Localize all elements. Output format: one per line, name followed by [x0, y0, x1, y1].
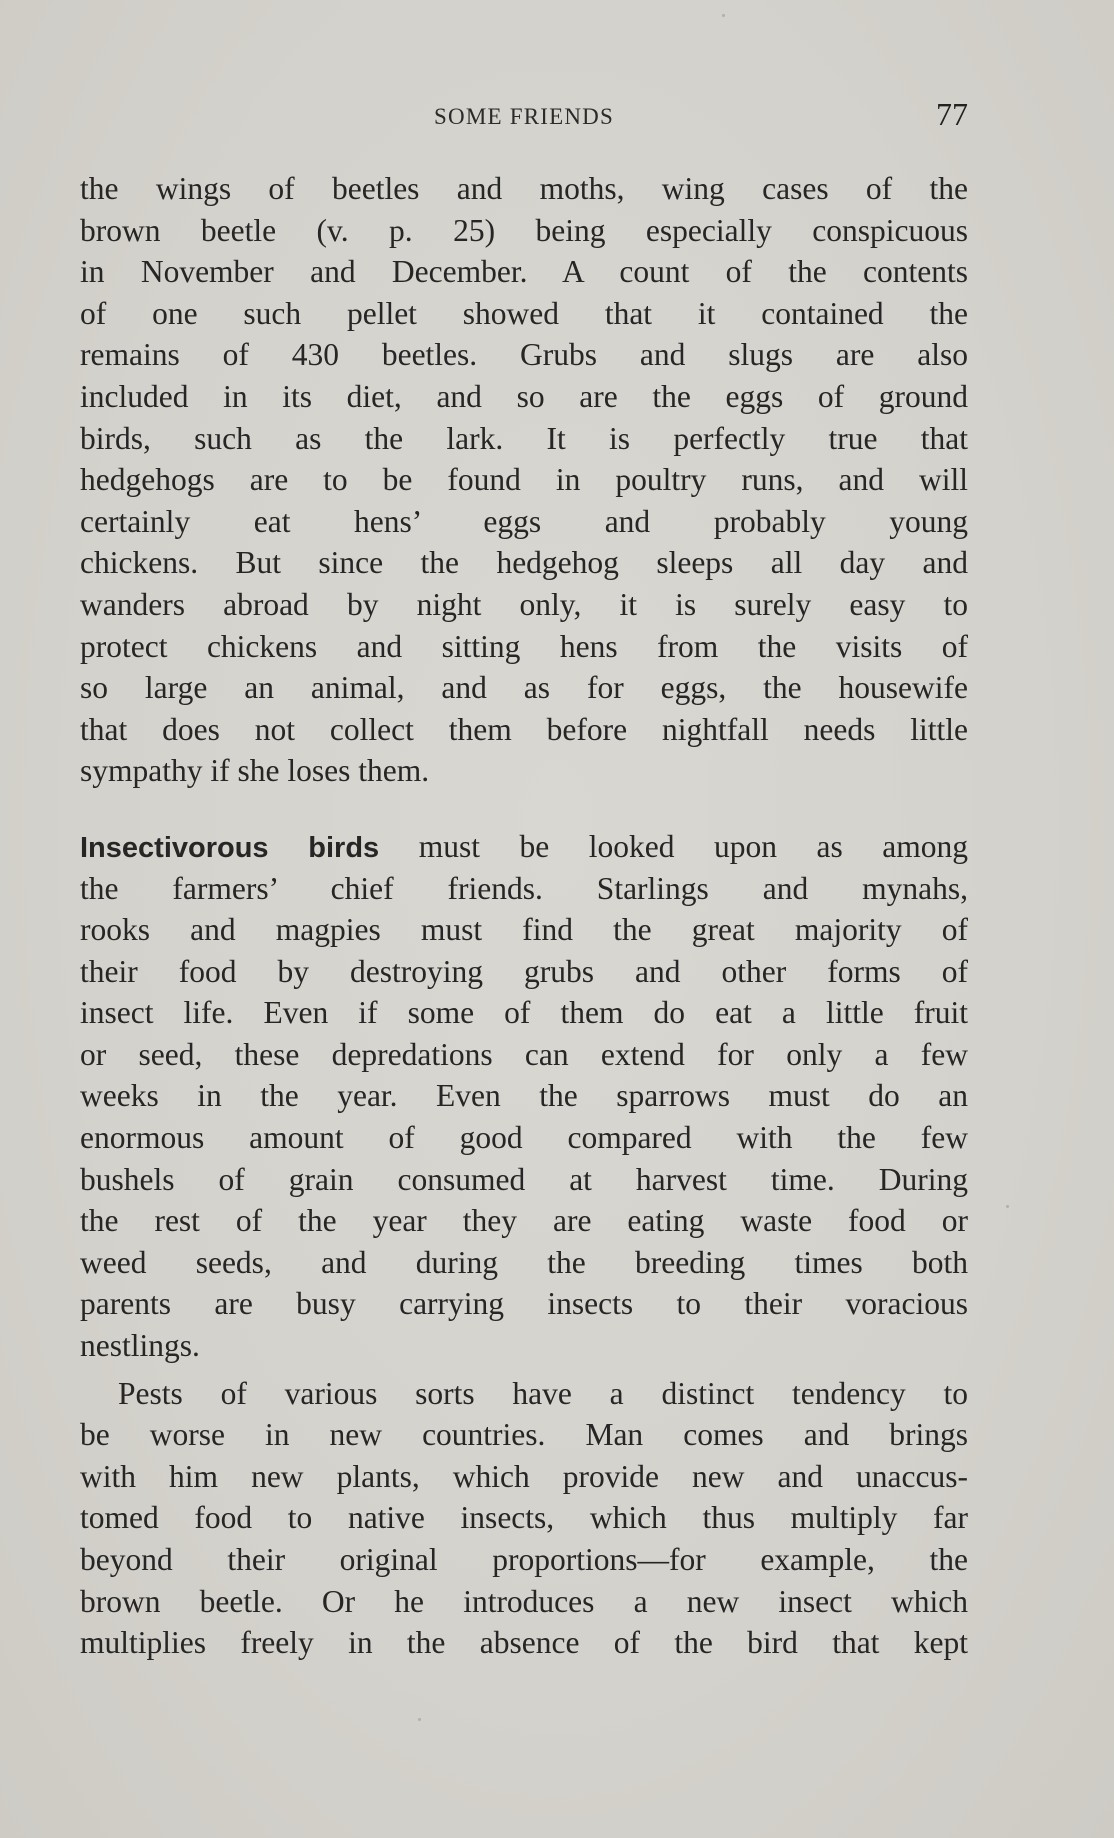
- text-line: beyond their original proportions—for example, the: [80, 1542, 968, 1577]
- text-line: birds, such as the lark. It is perfectly true that: [80, 420, 968, 456]
- text-line: the farmers’ chief friends. Starlings and mynahs,: [80, 870, 968, 906]
- paper-speck: [418, 1718, 421, 1721]
- text-line: be worse in new countries. Man comes and brings: [80, 1417, 968, 1453]
- paragraph-gap: [80, 792, 968, 826]
- text-line: so large an animal, and as for eggs, the housewife: [80, 670, 968, 706]
- text-line: brown beetle. Or he introduces a new insect which: [80, 1583, 968, 1619]
- body-text: [80, 168, 968, 1664]
- running-title: SOME FRIENDS: [434, 104, 614, 129]
- paragraph-3: [80, 1373, 968, 1664]
- text-line: weed seeds, and during the breeding times both: [80, 1244, 968, 1280]
- text-line: or seed, these depredations can extend for only a few: [80, 1036, 968, 1072]
- text-line: that does not collect them before nightfall needs little: [80, 711, 968, 747]
- text-line: nestlings.: [80, 1328, 200, 1364]
- text-line: included in its diet, and so are the eggs of ground: [80, 378, 968, 414]
- text-line: brown beetle (v. p. 25) being especially conspicuous: [80, 212, 968, 248]
- text-line: chickens. But since the hedgehog sleeps all day and: [80, 545, 968, 581]
- paper-speck: [722, 14, 725, 17]
- text-line: certainly eat hens’ eggs and probably young: [80, 503, 968, 539]
- text-line: hedgehogs are to be found in poultry runs, and will: [80, 462, 968, 498]
- running-head: [80, 96, 968, 140]
- text-line: their food by destroying grubs and other forms of: [80, 953, 968, 989]
- bold-lead-term: Insectivorous birds: [80, 831, 380, 864]
- text-line: sympathy if she loses them.: [80, 753, 430, 789]
- text-line: weeks in the year. Even the sparrows must do an: [80, 1078, 968, 1114]
- text-line: wanders abroad by night only, it is surely easy to: [80, 586, 968, 622]
- page-number: 77: [936, 96, 968, 132]
- text-line: with him new plants, which provide new and unaccus-: [80, 1458, 968, 1494]
- text-line: Pests of various sorts have a distinct tendency to: [118, 1375, 968, 1411]
- text-line: insect life. Even if some of them do eat a little fruit: [80, 995, 968, 1031]
- text-line: remains of 430 beetles. Grubs and slugs are also: [80, 337, 968, 373]
- text-line: [80, 826, 968, 868]
- text-line: rooks and magpies must find the great majority of: [80, 912, 968, 948]
- paragraph-2: [80, 826, 968, 1367]
- text-line: the wings of beetles and moths, wing cases of the: [80, 171, 968, 206]
- text-line: bushels of grain consumed at harvest time. During: [80, 1161, 968, 1197]
- text-line: tomed food to native insects, which thus multiply far: [80, 1500, 968, 1536]
- text-line: the rest of the year they are eating waste food or: [80, 1203, 968, 1239]
- text-line: parents are busy carrying insects to their voracious: [80, 1286, 968, 1322]
- text-line: enormous amount of good compared with the few: [80, 1120, 968, 1156]
- text-line: multiplies freely in the absence of the bird that kept: [80, 1625, 968, 1661]
- text-line: protect chickens and sitting hens from the visits of: [80, 628, 968, 664]
- lead-line-rest: must be looked upon as among: [379, 828, 969, 864]
- text-line: in November and December. A count of the contents: [80, 254, 968, 290]
- text-line: of one such pellet showed that it contained the: [80, 295, 968, 331]
- paper-speck: [1006, 1205, 1009, 1208]
- paragraph-1: [80, 168, 968, 792]
